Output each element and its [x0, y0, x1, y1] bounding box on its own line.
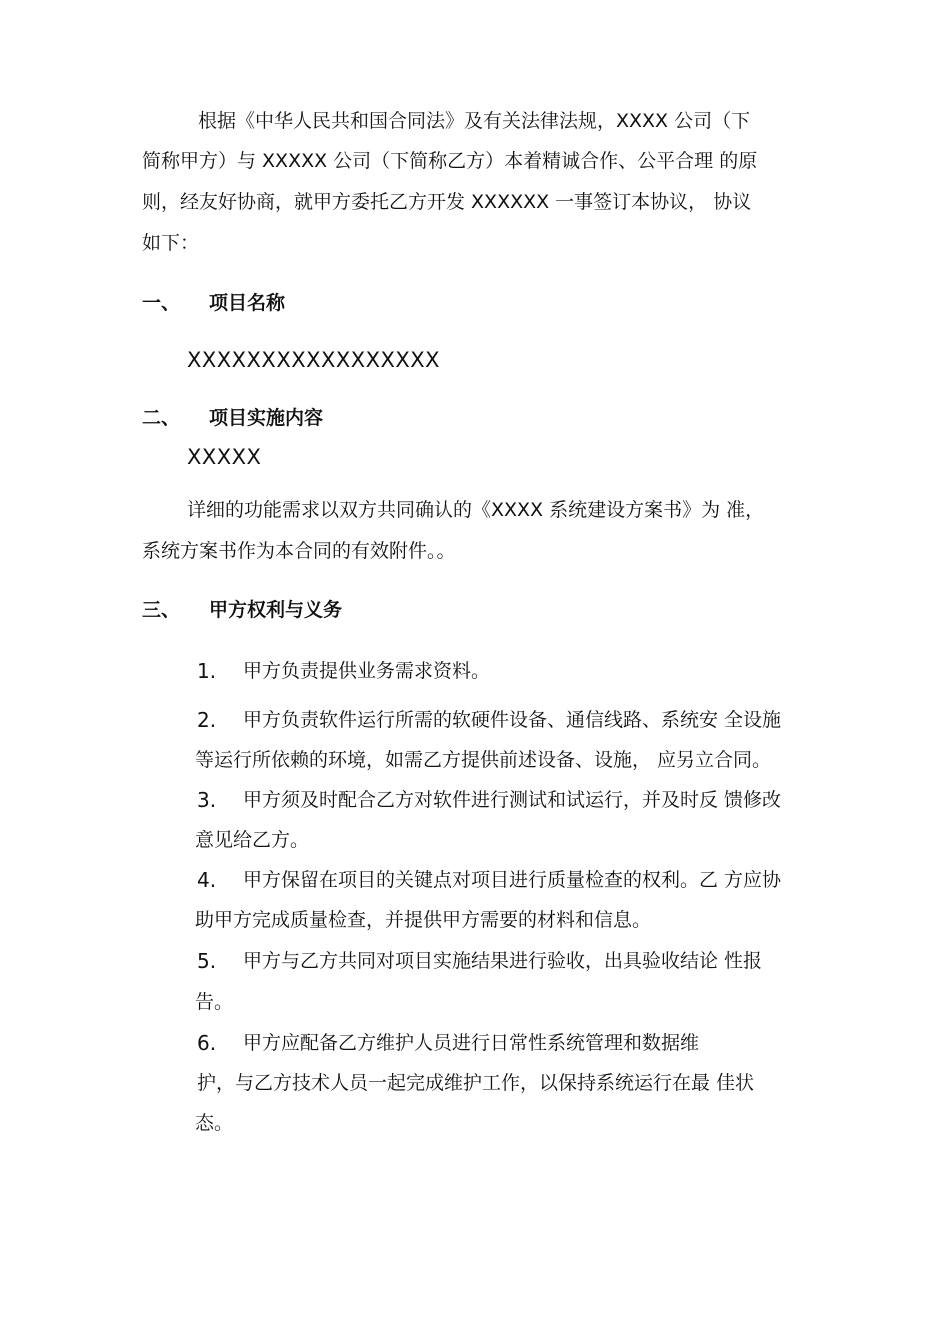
- section-number: 一、: [142, 292, 181, 314]
- implementation-value: XXXXX: [187, 445, 262, 469]
- list-item-continuation: 意见给乙方。: [195, 829, 310, 851]
- section-heading-3: [0, 597, 600, 623]
- list-item-continuation: 告。: [195, 991, 234, 1013]
- list-item-5: [0, 948, 820, 974]
- list-item-number: 1.: [197, 659, 217, 683]
- list-item-number: 3.: [197, 788, 217, 812]
- detail-line-2: 系统方案书作为本合同的有效附件。。: [142, 540, 456, 562]
- list-item-continuation: 等运行所依赖的环境，如需乙方提供前述设备、设施， 应另立合同。: [195, 749, 772, 771]
- intro-line-4: 如下：: [142, 232, 200, 254]
- list-item-1: [0, 658, 820, 684]
- intro-line-2: 简称甲方）与 XXXXX 公司（下简称乙方）本着精诚合作、公平合理 的原: [142, 150, 758, 172]
- list-item-text: 甲方须及时配合乙方对软件进行测试和试运行，并及时反 馈修改: [243, 789, 782, 811]
- list-item-number: 2.: [197, 708, 217, 732]
- list-item-3: [0, 787, 820, 813]
- list-item-number: 6.: [197, 1031, 217, 1055]
- intro-line-3: 则，经友好协商，就甲方委托乙方开发 XXXXXX 一事签订本协议， 协议: [142, 191, 752, 213]
- list-item-6: [0, 1030, 820, 1056]
- list-item-text: 甲方保留在项目的关键点对项目进行质量检查的权利。乙 方应协: [243, 869, 782, 891]
- list-item-continuation: 助甲方完成质量检查，并提供甲方需要的材料和信息。: [195, 909, 652, 931]
- section-number: 三、: [142, 599, 181, 621]
- list-item-text: 甲方负责提供业务需求资料。: [243, 660, 491, 682]
- list-item-number: 5.: [197, 949, 217, 973]
- detail-line-1: 详细的功能需求以双方共同确认的《XXXX 系统建设方案书》为 准，: [187, 499, 765, 521]
- list-item-text: 甲方应配备乙方维护人员进行日常性系统管理和数据维: [243, 1032, 700, 1054]
- project-name-value: XXXXXXXXXXXXXXXXX: [187, 348, 441, 372]
- section-number: 二、: [142, 407, 181, 429]
- section-title: 项目实施内容: [209, 407, 324, 429]
- intro-line-1: 根据《中华人民共和国合同法》及有关法律法规，XXXX 公司（下: [198, 110, 751, 132]
- list-item-continuation: 护，与乙方技术人员一起完成维护工作，以保持系统运行在最 佳状: [197, 1072, 755, 1094]
- list-item-number: 4.: [197, 868, 217, 892]
- list-item-text: 甲方负责软件运行所需的软硬件设备、通信线路、系统安 全设施: [243, 709, 782, 731]
- list-item-2: [0, 707, 820, 733]
- section-title: 项目名称: [209, 292, 286, 314]
- list-item-continuation: 态。: [195, 1112, 234, 1134]
- list-item-text: 甲方与乙方共同对项目实施结果进行验收，出具验收结论 性报: [243, 950, 763, 972]
- list-item-4: [0, 867, 820, 893]
- section-heading-2: [0, 405, 600, 431]
- section-heading-1: [0, 290, 600, 316]
- section-title: 甲方权利与义务: [209, 599, 343, 621]
